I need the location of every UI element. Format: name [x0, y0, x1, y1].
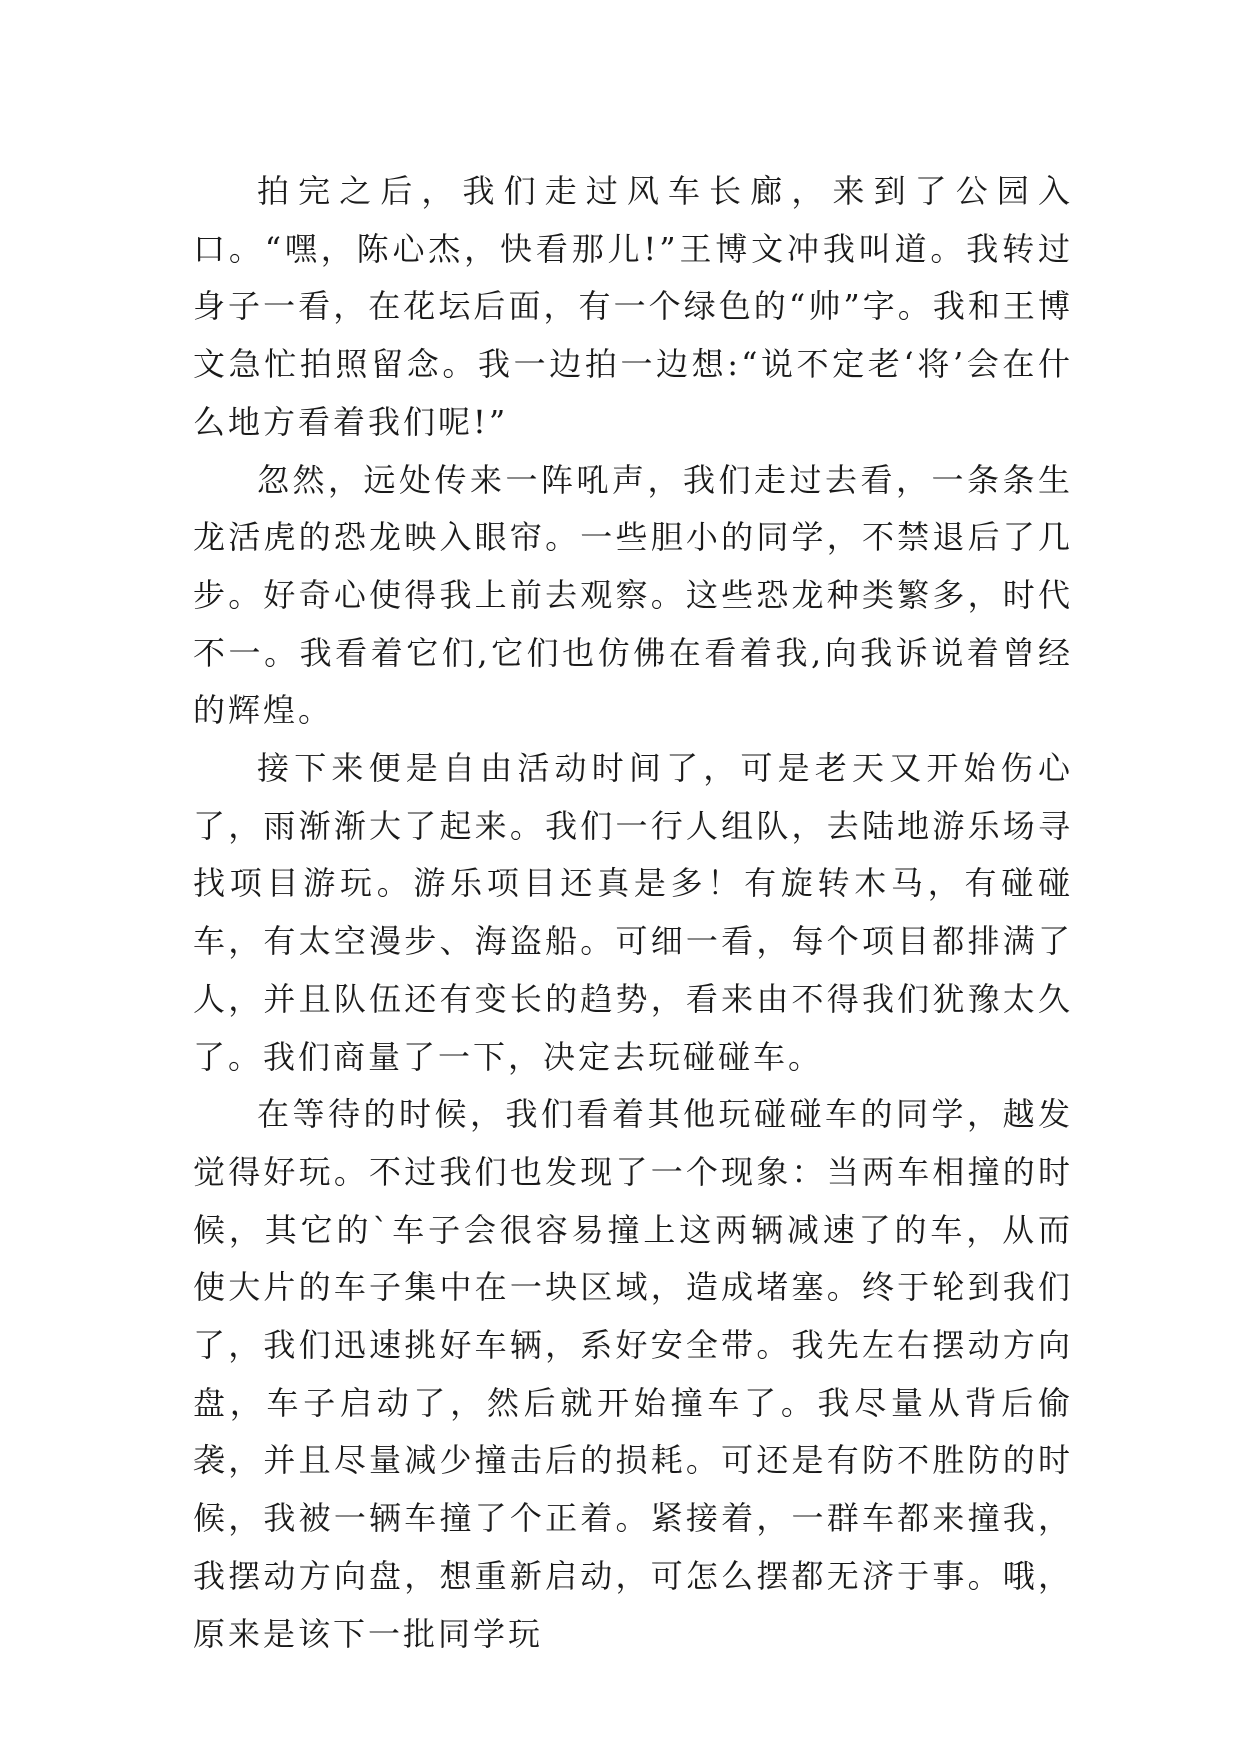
article-body — [193, 163, 1073, 1663]
paragraph-1: 拍完之后，我们走过风车长廊，来到了公园入口。“嘿，陈心杰，快看那儿!”王博文冲我叫道。我转过身子一看，在花坛后面，有一个绿色的“帅”字。我和王博文急忙拍照留念。我一边拍一边想:“说不定老‘将’会在什么地方看着我们呢!” — [193, 172, 1073, 441]
paragraph-3: 接下来便是自由活动时间了，可是老天又开始伤心了，雨渐渐大了起来。我们一行人组队，去陆地游乐场寻找项目游玩。游乐项目还真是多！有旋转木马，有碰碰车，有太空漫步、海盗船。可细一看，每个项目都排满了人，并且队伍还有变长的趋势，看来由不得我们犹豫太久了。我们商量了一下，决定去玩碰碰车。 — [193, 749, 1073, 1076]
paragraph-4: 在等待的时候，我们看着其他玩碰碰车的同学，越发觉得好玩。不过我们也发现了一个现象：当两车相撞的时候，其它的`车子会很容易撞上这两辆减速了的车，从而使大片的车子集中在一块区域，造成堵塞。终于轮到我们了，我们迅速挑好车辆，系好安全带。我先左右摆动方向盘，车子启动了，然后就开始撞车了。我尽量从背后偷袭，并且尽量减少撞击后的损耗。可还是有防不胜防的时候，我被一辆车撞了个正着。紧接着，一群车都来撞我，我摆动方向盘，想重新启动，可怎么摆都无济于事。哦，原来是该下一批同学玩 — [193, 1095, 1073, 1653]
paragraph-2: 忽然，远处传来一阵吼声，我们走过去看，一条条生龙活虎的恐龙映入眼帘。一些胆小的同学，不禁退后了几步。好奇心使得我上前去观察。这些恐龙种类繁多，时代不一。我看着它们,它们也仿佛在看着我,向我诉说着曾经的辉煌。 — [193, 460, 1073, 730]
